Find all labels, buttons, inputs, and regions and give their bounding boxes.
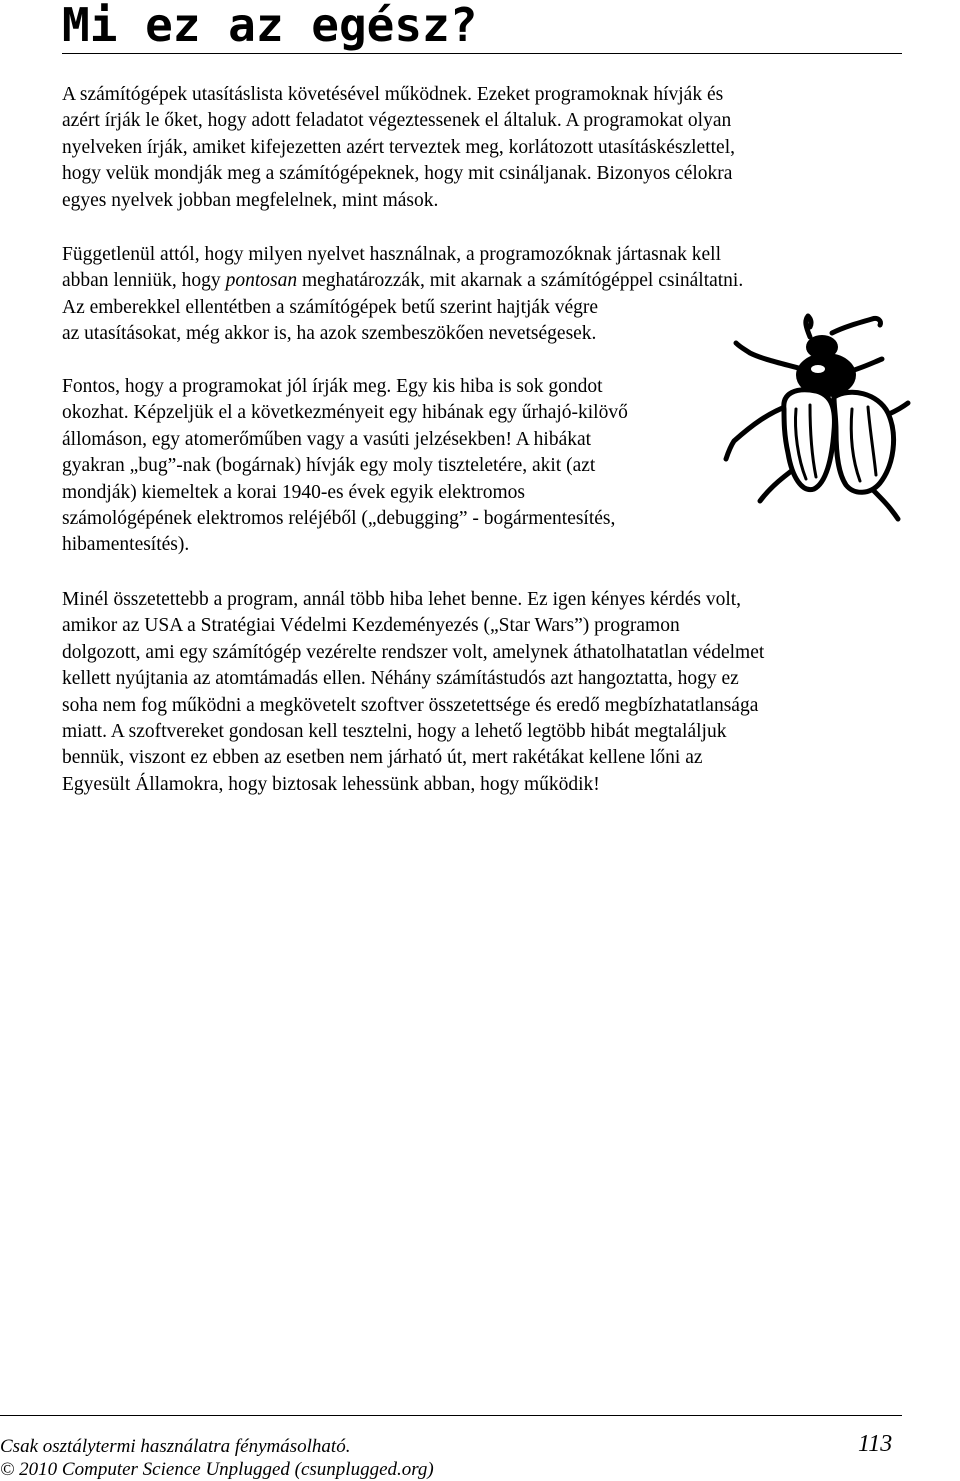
paragraph-star-wars <box>62 587 764 798</box>
paragraph-intro <box>62 82 735 214</box>
text-line: Fontos, hogy a programokat jól írják meg. Egy kis hiba is sok gondot <box>62 376 603 397</box>
text-line: állomáson, egy atomerőműben vagy a vasúti jelzésekben! A hibákat <box>62 428 592 450</box>
text-line <box>62 268 743 294</box>
text-line: Függetlenül attól, hogy milyen nyelvet használnak, a programozóknak jártasnak kell <box>62 244 722 265</box>
footer-divider <box>0 1415 902 1416</box>
text-line: gyakran „bug”-nak (bogárnak) hívják egy moly tiszteletére, akit (azt <box>62 455 596 477</box>
page-title: Mi ez az egész? <box>62 0 478 52</box>
footer-copyright: © 2010 Computer Science Unplugged (csunplugged.org) <box>0 1459 434 1480</box>
text-line: bennük, viszont ez ebben az esetben nem járható út, mert rakétákat kellene lőni az <box>62 747 703 769</box>
text-line: nyelveken írják, amiket kifejezetten azért terveztek meg, korlátozott utasításkészlettel, <box>62 136 735 158</box>
text-line: egyes nyelvek jobban megfelelnek, mint mások. <box>62 189 439 211</box>
text-line: azért írják le őket, hogy adott feladatot végeztessenek el általuk. A programokat olyan <box>62 110 732 132</box>
text-line: soha nem fog működni a megkövetelt szoftver összetettsége és eredő megbízhatatlansága <box>62 694 759 716</box>
emphasized-word: pontosan <box>225 270 298 292</box>
title-divider <box>62 53 902 54</box>
page-number: 113 <box>858 1431 893 1457</box>
paragraph-precision <box>62 242 743 348</box>
text-line: miatt. A szoftvereket gondosan kell tesztelni, hogy a lehető legtöbb hibát megtaláljuk <box>62 721 727 743</box>
text-line: Minél összetettebb a program, annál több hiba lehet benne. Ez igen kényes kérdés volt, <box>62 589 742 610</box>
beetle-icon <box>722 313 914 523</box>
text-line: az utasításokat, még akkor is, ha azok szembeszökően nevetségesek. <box>62 323 597 345</box>
text-line: Az emberekkel ellentétben a számítógépek betű szerint hajtják végre <box>62 296 599 318</box>
text-line: kellett nyújtania az atomtámadás ellen. Néhány számítástudós azt hangoztatta, hogy ez <box>62 668 739 690</box>
text-line: amikor az USA a Stratégiai Védelmi Kezdeményezés („Star Wars”) programon <box>62 615 680 637</box>
text-line: számológépének elektromos reléjéből („debugging” - bogármentesítés, <box>62 508 616 530</box>
text-segment: abban lenniük, hogy <box>62 270 226 292</box>
text-line: mondják) kiemeltek a korai 1940-es évek egyik elektromos <box>62 481 525 503</box>
text-segment: meghatározzák, mit akarnak a számítógéppel csináltatni. <box>297 270 744 292</box>
text-line: okozhat. Képzeljük el a következményeit egy hibának egy űrhajó-kilövő <box>62 402 628 424</box>
text-line: dolgozott, ami egy számítógép vezérelte rendszer volt, amelynek áthatolhatatlan védelmet <box>62 641 765 663</box>
text-line: hogy velük mondják meg a számítógépeknek, hogy mit csináljanak. Bizonyos célokra <box>62 163 733 185</box>
text-line: A számítógépek utasításlista követésével működnek. Ezeket programoknak hívják és <box>62 84 724 105</box>
text-line: hibamentesítés). <box>62 534 190 556</box>
footer-copy-notice: Csak osztálytermi használatra fénymásolható. <box>0 1436 351 1457</box>
paragraph-bugs <box>62 374 628 559</box>
text-line: Egyesült Államokra, hogy biztosak lehessünk abban, hogy működik! <box>62 773 600 795</box>
